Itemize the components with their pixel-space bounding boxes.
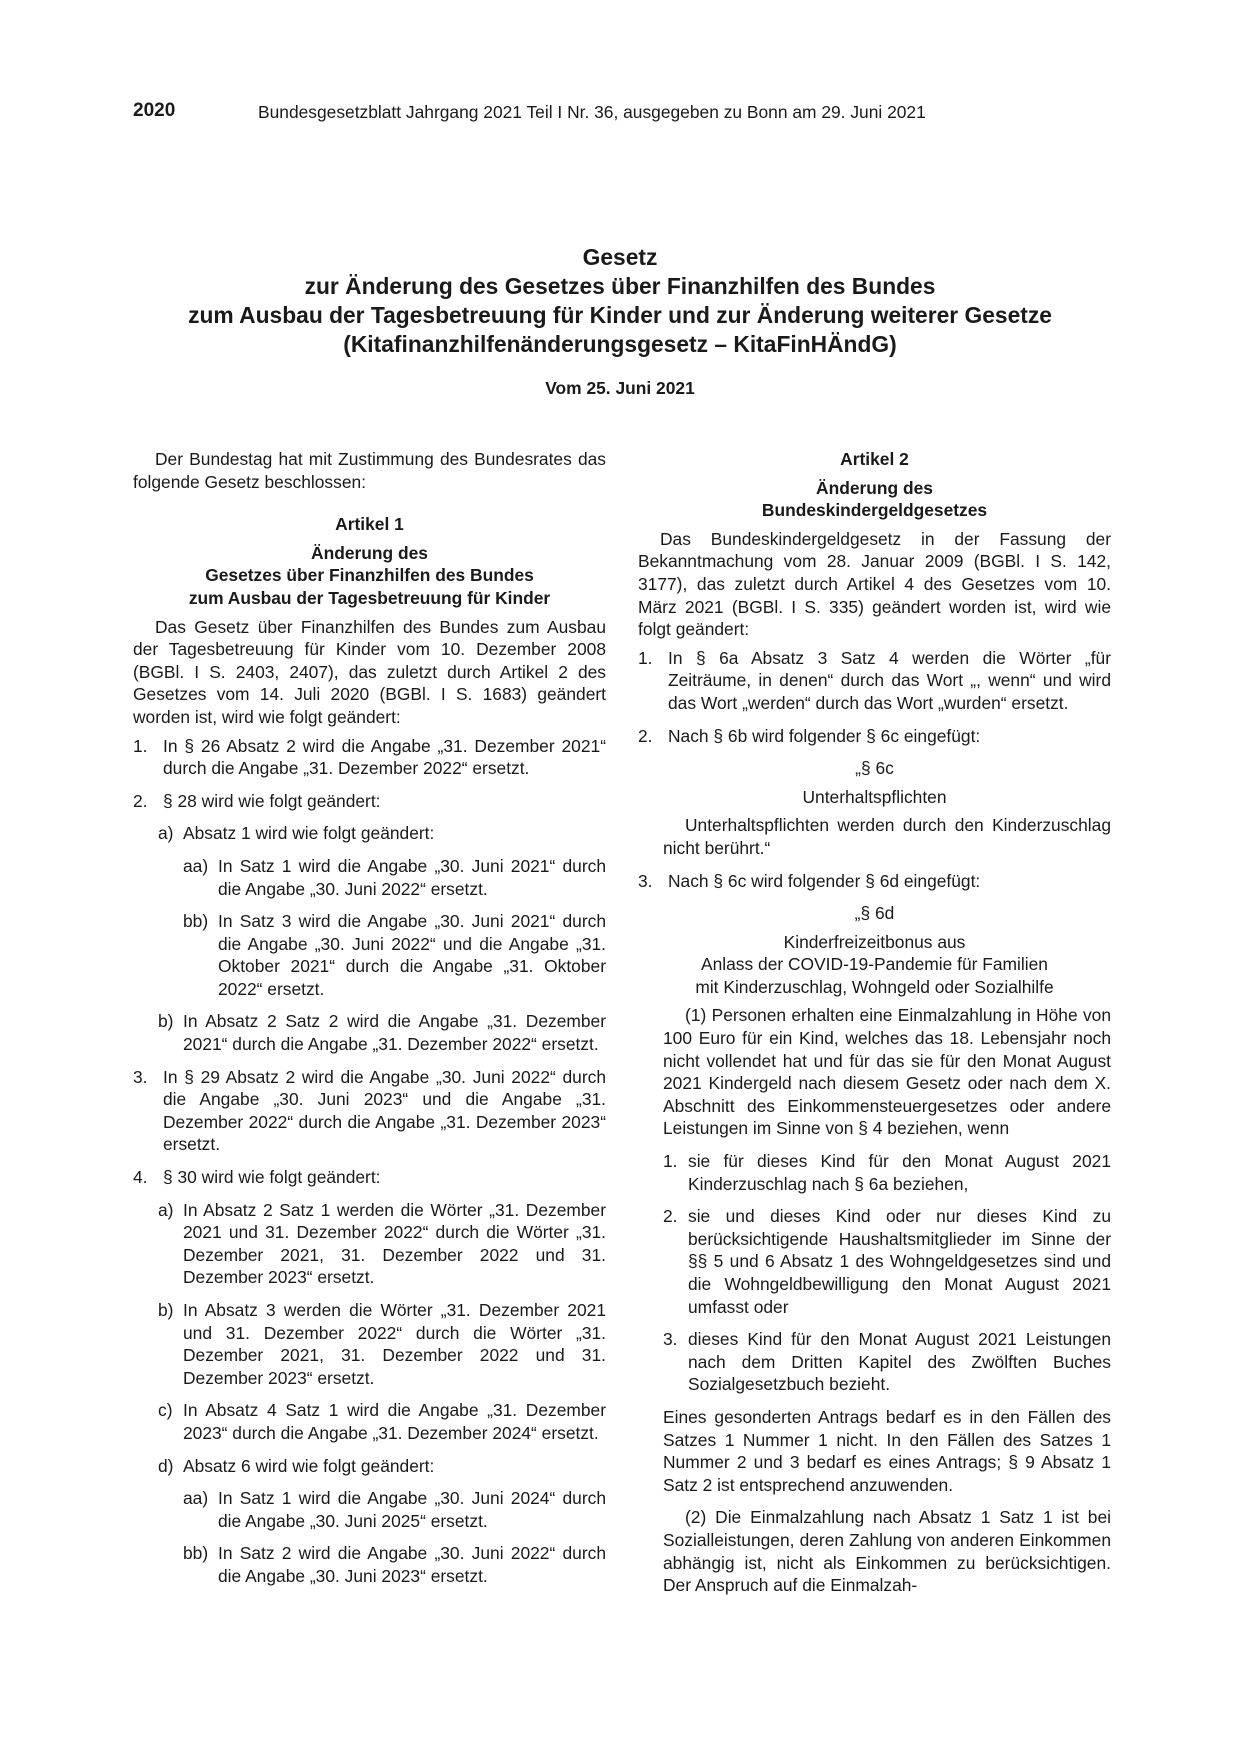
left-column (133, 448, 606, 1588)
title-line: zur Änderung des Gesetzes über Finanzhilfen des Bundes (304, 273, 936, 299)
item-marker: 4. (133, 1167, 148, 1188)
section-6d-paragraph-1: (1) Personen erhalten eine Einmalzahlung in Höhe von 100 Euro für ein Kind, welches das 18. Lebensjahr noch nicht vollendet hat und für das sie für den Monat August 2021 Kindergeld nach diesem Gesetz oder nach dem X. Abschnitt des Einkommensteuergesetzes oder andere Leistungen im Sinne von § 4 beziehen, wenn (663, 1005, 1111, 1139)
item-text: In Absatz 2 Satz 2 wird die Angabe „31. Dezember 2021“ durch die Angabe „31. Dezember 2022“ ersetzt. (183, 1011, 606, 1055)
item-text: dieses Kind für den Monat August 2021 Leistungen nach dem Dritten Kapitel des Zwölften Buches Sozialgesetzbuch bezieht. (688, 1329, 1111, 1395)
article-1-intro: Das Gesetz über Finanzhilfen des Bundes zum Ausbau der Tagesbetreuung für Kinder vom 10. Dezember 2008 (BGBl. I S. 2403, 2407), das zuletzt durch Artikel 2 des Gesetzes vom 14. Juli 2020 (BGBl. I S. 1683) geändert worden ist, wird wie folgt geändert: (133, 616, 606, 727)
article-2-label: Artikel 2 (840, 449, 909, 469)
item-marker: bb) (183, 911, 209, 932)
title-line: mit Kinderzuschlag, Wohngeld oder Sozialhilfe (695, 976, 1054, 997)
sub-item (158, 1010, 606, 1055)
article-1-heading (133, 542, 606, 610)
title-line: zum Ausbau der Tagesbetreuung für Kinder und zur Änderung weiterer Gesetze (188, 302, 1052, 328)
item-text: In § 26 Absatz 2 wird die Angabe „31. Dezember 2021“ durch die Angabe „31. Dezember 2022“ ersetzt. (163, 735, 606, 779)
item-marker: a) (158, 1199, 174, 1220)
item-text: In Satz 3 wird die Angabe „30. Juni 2021“ durch die Angabe „30. Juni 2022“ und die Angabe „31. Oktober 2021“ durch die Angabe „31. Oktober 2022“ ersetzt. (218, 911, 606, 999)
right-column (638, 448, 1111, 1597)
list-item (638, 725, 1111, 748)
sub-item (158, 1299, 606, 1389)
page-number: 2020 (133, 100, 176, 121)
item-text: sie für dieses Kind für den Monat August 2021 Kinderzuschlag nach § 6a beziehen, (688, 1151, 1111, 1194)
list-item (663, 1328, 1111, 1396)
sub-sub-item (183, 1487, 606, 1532)
heading-line: Änderung des (816, 477, 933, 498)
item-text: Nach § 6b wird folgender § 6c eingefügt: (668, 725, 981, 746)
item-text: In § 29 Absatz 2 wird die Angabe „30. Juni 2022“ durch die Angabe „30. Juni 2023“ und die Angabe „31. Dezember 2022“ durch die Angabe „31. Dezember 2023“ ersetzt. (163, 1066, 606, 1155)
list-item (133, 1066, 606, 1156)
item-text: In Absatz 4 Satz 1 wird die Angabe „31. Dezember 2023“ durch die Angabe „31. Dezember 2024“ ersetzt. (183, 1400, 606, 1443)
heading-line: Bundeskindergeldgesetzes (761, 500, 988, 521)
item-marker: 3. (663, 1329, 678, 1350)
item-marker: 2. (133, 790, 148, 811)
title-line: Kinderfreizeitbonus aus (783, 931, 966, 952)
sub-sub-item (183, 910, 606, 1000)
heading-line: Gesetzes über Finanzhilfen des Bundes (205, 565, 534, 586)
sub-sub-item (183, 855, 606, 900)
section-6d-number: „§ 6d (854, 903, 895, 924)
item-text: Absatz 1 wird wie folgt geändert: (183, 823, 435, 844)
item-text: In Absatz 3 werden die Wörter „31. Dezember 2021 und 31. Dezember 2022“ durch die Wörter „31. Dezember 2021, 31. Dezember 2022 und 31. Dezember 2023“ ersetzt. (183, 1300, 606, 1388)
item-marker: 1. (663, 1151, 678, 1172)
item-text: § 30 wird wie folgt geändert: (163, 1167, 381, 1188)
running-head: Bundesgesetzblatt Jahrgang 2021 Teil I Nr. 36, ausgegeben zu Bonn am 29. Juni 2021 (258, 102, 926, 122)
item-text: In Satz 1 wird die Angabe „30. Juni 2021“ durch die Angabe „30. Juni 2022“ ersetzt. (218, 855, 606, 899)
item-marker: 2. (663, 1206, 678, 1227)
item-marker: 1. (133, 735, 148, 756)
item-marker: 1. (638, 647, 653, 668)
section-6d-after-list: Eines gesonderten Antrags bedarf es in den Fällen des Satzes 1 Nummer 1 nicht. In den Fällen des Satzes 1 Nummer 2 und 3 bedarf es eines Antrags; § 9 Absatz 1 Satz 2 ist entsprechend anzuwenden. (663, 1406, 1111, 1495)
sub-item (158, 1399, 606, 1444)
item-marker: 3. (638, 870, 653, 891)
item-text: sie und dieses Kind oder nur dieses Kind zu berücksichtigende Haushaltsmitglieder im Sinne der §§ 5 und 6 Absatz 1 des Wohngeldgesetzes sind und die Wohngeldbewilligung den Monat August 2021 umfasst oder (688, 1206, 1111, 1317)
article-2-intro: Das Bundeskindergeldgesetz in der Fassung der Bekanntmachung vom 28. Januar 2009 (BGBl. I S. 142, 3177), das zuletzt durch Artikel 4 des Gesetzes vom 10. März 2021 (BGBl. I S. 335) geändert worden ist, wird wie folgt geändert: (638, 528, 1111, 640)
section-6c-text: Unterhaltspflichten werden durch den Kinderzuschlag nicht berührt.“ (663, 815, 1111, 858)
law-title (100, 243, 1140, 359)
article-1-label: Artikel 1 (335, 514, 404, 535)
title-line: Anlass der COVID-19-Pandemie für Familien (701, 954, 1048, 975)
item-text: In § 6a Absatz 3 Satz 4 werden die Wörter „für Zeiträume, in denen“ durch das Wort „, wenn“ und wird das Wort „werden“ durch das Wort „wurden“ ersetzt. (668, 647, 1111, 713)
item-marker: bb) (183, 1543, 209, 1564)
item-text: In Satz 1 wird die Angabe „30. Juni 2024“ durch die Angabe „30. Juni 2025“ ersetzt. (218, 1488, 606, 1531)
list-item (638, 647, 1111, 715)
list-item (663, 1205, 1111, 1318)
sub-item (158, 1455, 606, 1478)
item-marker: aa) (183, 1488, 209, 1509)
section-6d-title (638, 931, 1111, 999)
item-text: Absatz 6 wird wie folgt geändert: (183, 1455, 435, 1476)
sub-item (158, 1199, 606, 1289)
title-line: Gesetz (582, 244, 658, 270)
list-item (638, 870, 1111, 893)
article-2-heading (638, 477, 1111, 522)
section-6c-number: „§ 6c (855, 758, 894, 779)
item-marker: c) (158, 1400, 173, 1421)
sub-sub-item (183, 1542, 606, 1587)
section-6d-paragraph-2: (2) Die Einmalzahlung nach Absatz 1 Satz 1 ist bei Sozialleistungen, deren Zahlung von anderen Einkommen abhängig ist, nicht als Einkommen zu berücksichtigen. Der Anspruch auf die Einmalzah- (663, 1507, 1111, 1596)
item-text: In Absatz 2 Satz 1 werden die Wörter „31. Dezember 2021 und 31. Dezember 2022“ durch die Wörter „31. Dezember 2021, 31. Dezember 2022 und 31. Dezember 2023“ ersetzt. (183, 1199, 606, 1288)
heading-line: zum Ausbau der Tagesbetreuung für Kinder (188, 587, 551, 608)
item-marker: a) (158, 823, 174, 844)
item-text: § 28 wird wie folgt geändert: (163, 790, 381, 811)
law-date: Vom 25. Juni 2021 (545, 378, 695, 398)
item-marker: b) (158, 1300, 174, 1320)
sub-item (158, 822, 606, 845)
item-marker: 2. (638, 725, 653, 746)
item-marker: 3. (133, 1066, 148, 1087)
item-text: Nach § 6c wird folgender § 6d eingefügt: (668, 870, 981, 891)
preamble: Der Bundestag hat mit Zustimmung des Bundesrates das folgende Gesetz beschlossen: (133, 449, 606, 492)
item-marker: aa) (183, 855, 209, 876)
heading-line: Änderung des (311, 542, 428, 563)
page-header (133, 100, 1113, 124)
item-marker: d) (158, 1455, 174, 1476)
item-marker: b) (158, 1011, 174, 1032)
item-text: In Satz 2 wird die Angabe „30. Juni 2022“ durch die Angabe „30. Juni 2023“ ersetzt. (218, 1543, 606, 1586)
list-item (133, 735, 606, 780)
list-item (133, 790, 606, 813)
title-line: (Kitafinanzhilfenänderungsgesetz – KitaFinHÄndG) (343, 331, 897, 357)
list-item (133, 1166, 606, 1189)
section-6c-title: Unterhaltspflichten (802, 786, 947, 807)
list-item (663, 1150, 1111, 1195)
